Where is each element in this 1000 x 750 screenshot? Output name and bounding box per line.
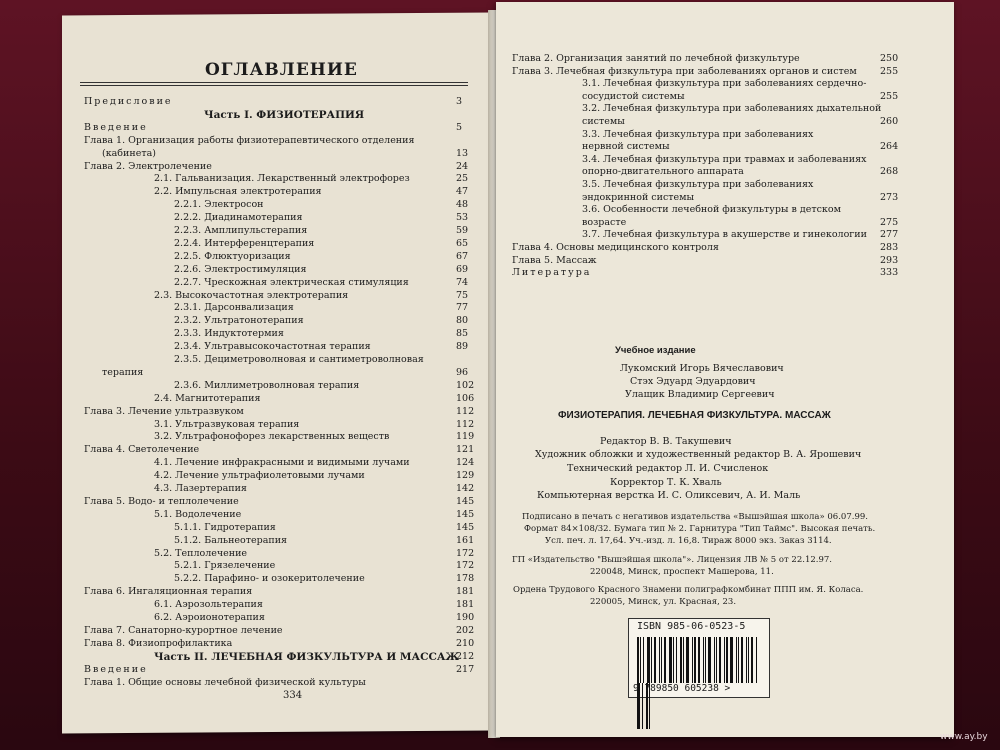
- toc-page-number: 172: [456, 560, 475, 572]
- barcode-bar: [730, 637, 733, 683]
- toc-page-number: 268: [880, 166, 899, 178]
- toc-entry: опорно-двигательного аппарата: [582, 166, 744, 178]
- toc-entry: 2.3. Высокочастотная электротерапия: [154, 289, 349, 301]
- barcode-bar: [664, 637, 666, 683]
- barcode-bar: [698, 637, 700, 683]
- toc-page-number: 255: [880, 90, 899, 102]
- toc-page-number: 112: [456, 405, 475, 417]
- barcode-bar: [686, 637, 689, 683]
- plant-line: Ордена Трудового Красного Знамени полиграфкомбинат ППП им. Я. Коласа.: [513, 585, 864, 595]
- toc-page-number: 89: [456, 341, 469, 353]
- toc-entry: системы: [582, 116, 625, 127]
- toc-page-number: 250: [880, 53, 899, 64]
- toc-page-number: 145: [456, 508, 475, 520]
- barcode-bar: [719, 637, 721, 683]
- toc-entry: Введение: [84, 663, 148, 675]
- toc-page-number: 129: [456, 470, 475, 482]
- toc-page-number: 74: [456, 276, 469, 288]
- toc-page-number: 283: [880, 242, 899, 253]
- toc-page-number: 142: [456, 483, 475, 494]
- barcode-bar: [669, 637, 672, 683]
- toc-page-number: 145: [456, 495, 475, 507]
- toc-entry: 2.2.5. Флюктуоризация: [174, 250, 291, 262]
- toc-entry: 3.7. Лечебная физкультура в акушерстве и гинекологии: [582, 229, 867, 241]
- toc-entry: Глава 5. Массаж: [512, 254, 597, 266]
- toc-entry: 3.4. Лечебная физкультура при травмах и заболеваниях: [582, 153, 867, 165]
- toc-entry: (кабинета): [102, 147, 156, 159]
- toc-entry: 3.2. Лечебная физкультура при заболеваниях дыхательной: [582, 103, 882, 115]
- toc-entry: Глава 1. Общие основы лечебной физической культуры: [84, 676, 366, 688]
- toc-entry: 2.2. Импульсная электротерапия: [154, 186, 322, 198]
- toc-page-number: 47: [456, 186, 469, 198]
- toc-page-number: 75: [456, 289, 469, 301]
- toc-page-number: 65: [456, 237, 469, 249]
- part-heading: Часть I. ФИЗИОТЕРАПИЯ: [204, 108, 365, 121]
- author-name: Стэх Эдуард Эдуардович: [630, 376, 756, 387]
- toc-page-number: 77: [456, 302, 469, 314]
- barcode-bar: [751, 637, 753, 683]
- barcode-bar: [661, 637, 662, 683]
- barcode-bar: [694, 637, 696, 683]
- toc-page-number: 275: [880, 216, 899, 228]
- barcode-digits: 9 789850 605238 >: [633, 683, 731, 694]
- isbn-number: ISBN 985-06-0523-5: [637, 621, 746, 632]
- barcode-bar: [705, 637, 706, 683]
- toc-page-number: 80: [456, 315, 469, 327]
- toc-page-number: 217: [456, 663, 475, 675]
- toc-page-number: 96: [456, 366, 469, 378]
- barcode-bar: [736, 637, 737, 683]
- toc-entry: 2.3.4. Ультравысокочастотная терапия: [174, 341, 371, 353]
- toc-page-number: 145: [456, 521, 475, 533]
- title-rule: [80, 82, 468, 83]
- toc-entry: Глава 3. Лечение ультразвуком: [84, 405, 244, 417]
- print-line: Усл. печ. л. 17,64. Уч.-изд. л. 16,8. Тираж 8000 экз. Заказ 3114.: [545, 536, 832, 546]
- publisher-line: ГП «Издательство "Вышэйшая школа"». Лицензия ЛВ № 5 от 22.12.97.: [512, 555, 832, 565]
- toc-entry: Глава 3. Лечебная физкультура при заболеваниях органов и систем: [512, 65, 857, 77]
- barcode-bar: [680, 637, 682, 683]
- toc-page-number: 161: [456, 534, 475, 546]
- isbn-barcode-box: [628, 618, 770, 698]
- toc-page-number: 273: [880, 191, 899, 203]
- barcode-bar: [654, 637, 656, 683]
- toc-entry: 2.1. Гальванизация. Лекарственный электрофорез: [154, 173, 410, 185]
- publisher-line: 220048, Минск, проспект Машерова, 11.: [590, 567, 774, 577]
- barcode-bar: [659, 637, 660, 683]
- toc-entry: 2.4. Магнитотерапия: [154, 392, 261, 404]
- book-title: ФИЗИОТЕРАПИЯ. ЛЕЧЕБНАЯ ФИЗКУЛЬТУРА. МАССАЖ: [558, 410, 831, 421]
- toc-entry: 5.2. Теплолечение: [154, 547, 248, 559]
- toc-entry: 2.3.3. Индуктотермия: [174, 328, 284, 340]
- toc-entry: 2.2.2. Диадинамотерапия: [174, 212, 303, 224]
- toc-page-number: 260: [880, 116, 899, 127]
- toc-entry: 5.2.2. Парафино- и озокеритолечение: [174, 573, 365, 585]
- toc-page-number: 293: [880, 254, 899, 266]
- toc-entry: 4.2. Лечение ультрафиолетовыми лучами: [154, 470, 365, 482]
- toc-page-number: 210: [456, 637, 475, 649]
- toc-page-number: 121: [456, 444, 475, 456]
- barcode-bar: [692, 637, 693, 683]
- toc-entry: Глава 4. Светолечение: [84, 444, 200, 456]
- toc-entry: 3.1. Ультразвуковая терапия: [154, 418, 300, 430]
- print-line: Подписано в печать с негативов издательства «Вышэйшая школа» 06.07.99.: [522, 512, 868, 522]
- edition-label: Учебное издание: [615, 345, 696, 356]
- toc-entry: Введение: [84, 121, 148, 133]
- toc-entry: 2.2.4. Интерференцтерапия: [174, 237, 315, 249]
- toc-entry: Глава 4. Основы медицинского контроля: [512, 242, 719, 253]
- toc-entry: 2.3.6. Миллиметроволновая терапия: [174, 379, 360, 391]
- barcode-bar: [716, 637, 717, 683]
- title-rule-2: [80, 85, 468, 86]
- editor-line: Редактор В. В. Такушевич: [600, 436, 732, 447]
- toc-page-number: 69: [456, 263, 469, 275]
- toc-page-number: 106: [456, 392, 475, 404]
- toc-page-number: 3: [456, 96, 463, 107]
- barcode-bar: [708, 637, 711, 683]
- toc-entry: нервной системы: [582, 141, 670, 153]
- toc-entry: 3.6. Особенности лечебной физкультуры в детском: [582, 204, 841, 216]
- barcode-bar: [643, 637, 644, 683]
- toc-entry: 4.3. Лазертерапия: [154, 483, 247, 494]
- toc-page-number: 181: [456, 586, 475, 598]
- toc-entry: 2.2.6. Электростимуляция: [174, 263, 307, 275]
- toc-entry: Глава 6. Ингаляционная терапия: [84, 586, 253, 598]
- toc-entry: 6.2. Аэроионотерапия: [154, 612, 265, 623]
- barcode-bar: [738, 637, 739, 683]
- toc-title: ОГЛАВЛЕНИЕ: [205, 60, 358, 80]
- toc-page-number: 181: [456, 599, 475, 611]
- toc-page-number: 59: [456, 225, 469, 236]
- barcode-bar: [640, 637, 641, 683]
- toc-page-number: 202: [456, 624, 475, 636]
- toc-page-number: 53: [456, 212, 469, 224]
- toc-entry: 3.5. Лечебная физкультура при заболеваниях: [582, 179, 814, 190]
- toc-entry: Глава 5. Водо- и теплолечение: [84, 495, 239, 507]
- toc-entry: 3.1. Лечебная физкультура при заболеваниях сердечно-: [582, 78, 867, 90]
- barcode-bar: [741, 637, 743, 683]
- toc-entry: 5.1.2. Бальнеотерапия: [174, 534, 288, 546]
- toc-entry: 5.1.1. Гидротерапия: [174, 521, 276, 533]
- toc-page-number: 255: [880, 65, 899, 77]
- author-name: Лукомский Игорь Вячеславович: [620, 363, 784, 374]
- toc-page-number: 124: [456, 457, 475, 469]
- part-heading: Часть II. ЛЕЧЕБНАЯ ФИЗКУЛЬТУРА И МАССАЖ: [154, 650, 460, 663]
- print-line: Формат 84×108/32. Бумага тип № 2. Гарнитура "Тип Таймс". Высокая печать.: [524, 524, 876, 534]
- toc-page-number: 48: [456, 199, 469, 211]
- barcode-bar: [676, 637, 677, 683]
- toc-entry: 2.2.1. Электросон: [174, 199, 264, 211]
- toc-entry: 2.3.2. Ультратонотерапия: [174, 315, 304, 327]
- toc-entry: 2.3.5. Дециметроволновая и сантиметроволновая: [174, 354, 424, 365]
- barcode-bar: [673, 637, 674, 683]
- barcode-bar: [683, 637, 684, 683]
- artist-line: Художник обложки и художественный редактор В. А. Ярошевич: [535, 449, 862, 460]
- toc-entry: 3.2. Ультрафонофорез лекарственных веществ: [154, 431, 390, 443]
- toc-page-number: 5: [456, 121, 463, 133]
- toc-page-number: 102: [456, 379, 475, 391]
- barcode-bar: [724, 637, 725, 683]
- toc-entry: Предисловие: [84, 96, 173, 107]
- toc-page-number: 277: [880, 229, 899, 241]
- toc-page-number: 67: [456, 250, 469, 262]
- toc-page-number: 85: [456, 328, 469, 340]
- toc-entry: Глава 2. Организация занятий по лечебной физкультуре: [512, 53, 800, 64]
- barcode-bar: [647, 637, 650, 683]
- author-name: Улащик Владимир Сергеевич: [625, 389, 775, 400]
- tech-editor-line: Технический редактор Л. И. Счисленок: [567, 463, 769, 474]
- toc-page-number: 112: [456, 418, 475, 430]
- toc-page-number: 172: [456, 547, 475, 559]
- toc-entry: 3.3. Лечебная физкультура при заболеваниях: [582, 128, 814, 140]
- barcode-bar: [748, 637, 749, 683]
- toc-entry: 4.1. Лечение инфракрасными и видимыми лучами: [154, 457, 410, 469]
- plant-line: 220005, Минск, ул. Красная, 23.: [590, 597, 737, 607]
- toc-page-number: 212: [456, 650, 475, 662]
- barcode-bar: [756, 637, 757, 683]
- layout-line: Компьютерная верстка И. С. Оликсевич, А. И. Маль: [537, 490, 801, 501]
- toc-entry: возрасте: [582, 216, 627, 228]
- toc-entry: 2.2.3. Амплипульстерапия: [174, 225, 308, 236]
- toc-entry: Глава 8. Физиопрофилактика: [84, 637, 233, 649]
- toc-entry: Литература: [512, 267, 592, 279]
- toc-entry: Глава 2. Электролечение: [84, 160, 212, 172]
- toc-page-number: 333: [880, 267, 899, 279]
- toc-page-number: 25: [456, 173, 469, 185]
- barcode-bar: [746, 637, 747, 683]
- barcode-bar: [651, 637, 652, 683]
- toc-entry: эндокринной системы: [582, 191, 695, 203]
- toc-entry: 5.2.1. Грязелечение: [174, 560, 276, 572]
- barcode-bar: [703, 637, 704, 683]
- toc-page-number: 178: [456, 573, 475, 585]
- barcode-bar: [637, 637, 639, 683]
- toc-entry: сосудистой системы: [582, 90, 685, 102]
- toc-page-number: 264: [880, 141, 899, 153]
- toc-entry: 5.1. Водолечение: [154, 508, 242, 520]
- toc-page-number: 24: [456, 160, 469, 172]
- toc-page-number: 190: [456, 612, 475, 623]
- toc-entry: 2.2.7. Чрескожная электрическая стимуляция: [174, 276, 409, 288]
- barcode: [637, 637, 761, 683]
- page-number: 334: [283, 690, 303, 701]
- corrector-line: Корректор Т. К. Хваль: [610, 477, 722, 488]
- toc-entry: 2.3.1. Дарсонвализация: [174, 302, 294, 314]
- barcode-bar: [726, 637, 728, 683]
- toc-page-number: 119: [456, 431, 475, 443]
- barcode-bar: [714, 637, 715, 683]
- toc-entry: терапия: [102, 366, 144, 378]
- watermark: www.ay.by: [940, 732, 988, 742]
- toc-entry: Глава 7. Санаторно-курортное лечение: [84, 624, 283, 636]
- toc-entry: 6.1. Аэрозольтерапия: [154, 599, 263, 611]
- toc-page-number: 13: [456, 147, 469, 159]
- toc-entry: Глава 1. Организация работы физиотерапевтического отделения: [84, 134, 415, 146]
